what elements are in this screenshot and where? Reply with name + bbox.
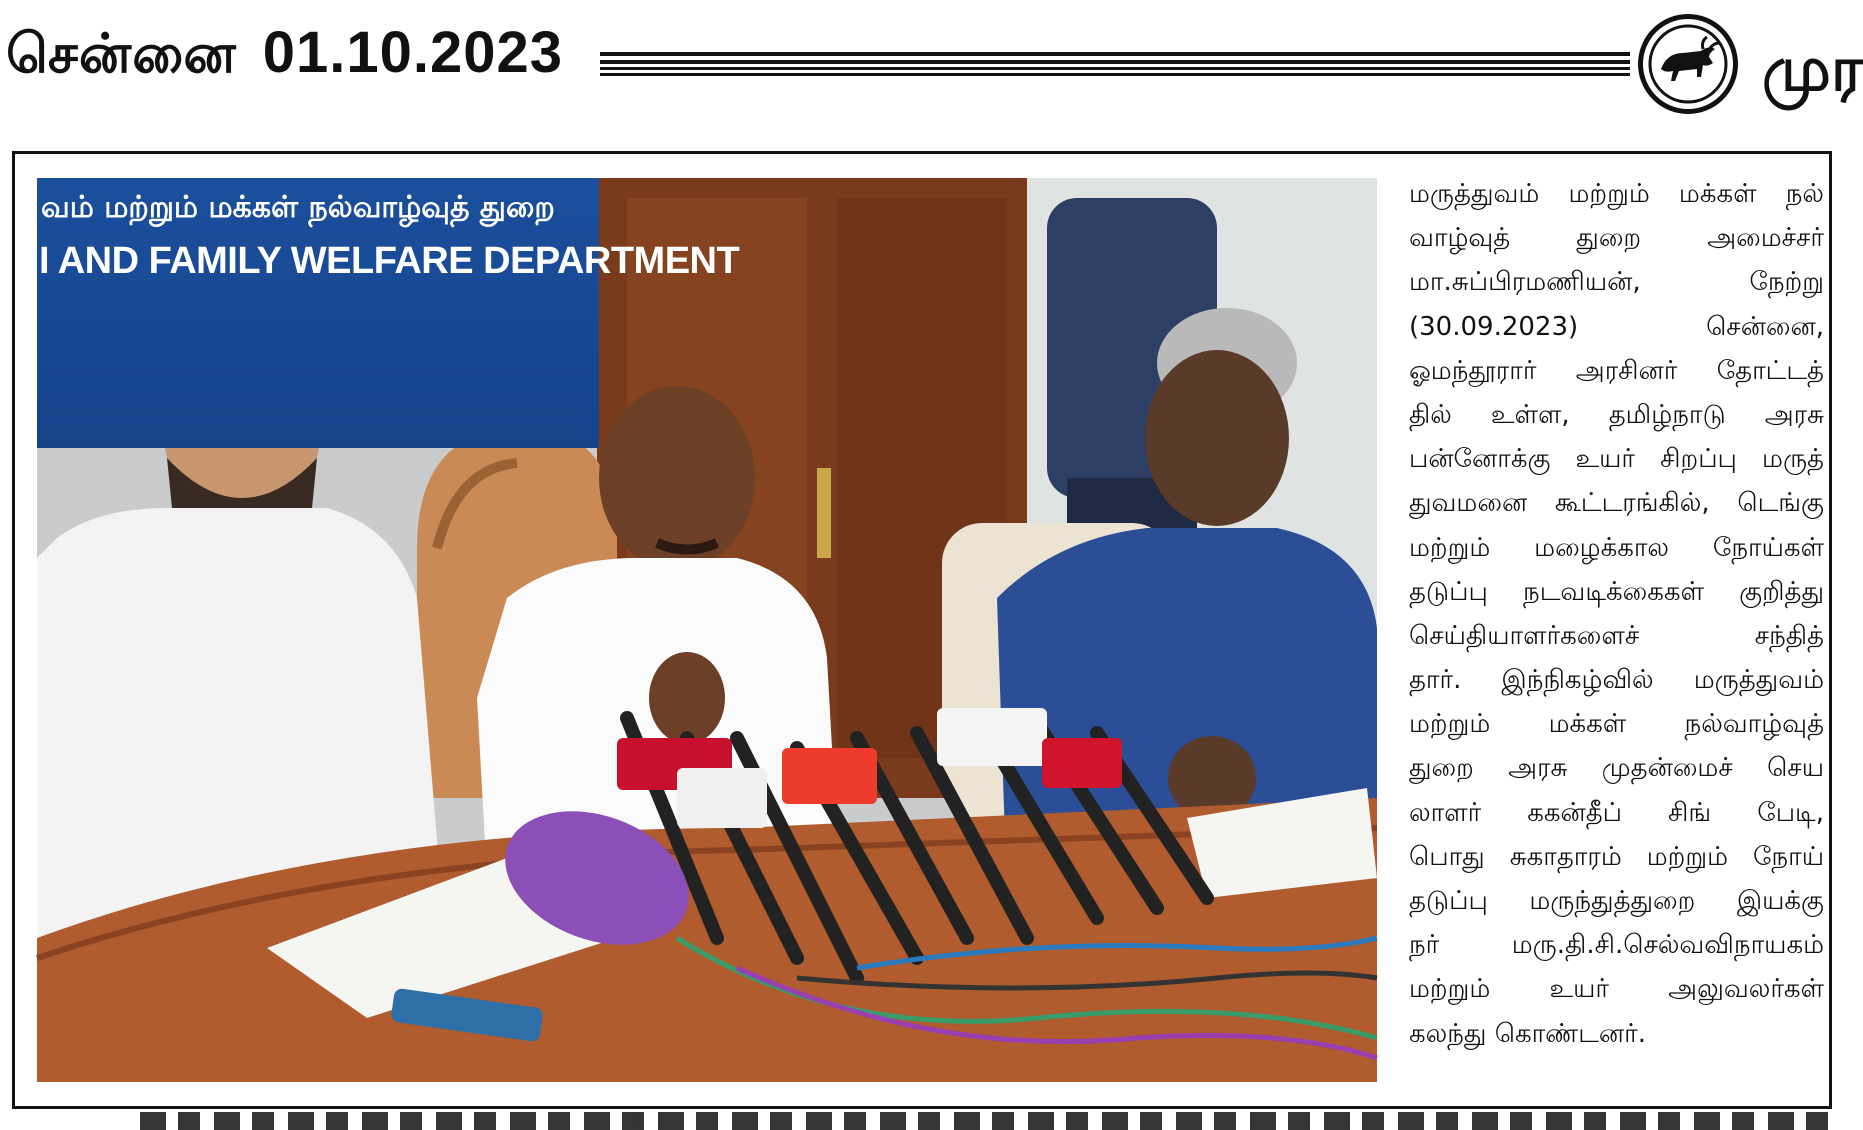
caption-line: பொது சுகாதாரம் மற்றும் நோய் xyxy=(1409,841,1824,872)
masthead xyxy=(0,0,1863,135)
caption-line: நர் மரு.தி.சி.செல்வவிநாயகம் xyxy=(1409,930,1824,961)
caption-line: (30.09.2023) சென்னை, xyxy=(1409,311,1824,342)
caption-line: தடுப்பு மருந்துத்துறை இயக்கு xyxy=(1409,886,1824,916)
caption-line: தில் உள்ள, தமிழ்நாடு அரசு xyxy=(1409,399,1824,430)
masthead-rule xyxy=(600,73,1630,76)
caption-line: மற்றும் மக்கள் நல்வாழ்வுத் xyxy=(1409,709,1824,740)
masthead-rule xyxy=(600,52,1630,56)
caption-line: துறை அரசு முதன்மைச் செய xyxy=(1409,753,1824,784)
city-name: சென்னை xyxy=(6,22,237,85)
banner-tamil-text: வம் மற்றும் மக்கள் நல்வாழ்வுத் துறை xyxy=(41,190,555,225)
caption-line: மருத்துவம் மற்றும் மக்கள் நல் xyxy=(1409,179,1824,209)
next-article-headline-cropped xyxy=(140,1112,1840,1130)
masthead-rule xyxy=(600,67,1630,70)
caption-line: செய்தியாளர்களைச் சந்தித் xyxy=(1409,620,1824,651)
caption-line: துவமனை கூட்டரங்கில், டெங்கு xyxy=(1409,488,1824,519)
caption-line: தார். இந்நிகழ்வில் மருத்துவம் xyxy=(1409,665,1824,696)
caption-line: கலந்து கொண்டனர். xyxy=(1409,1018,1646,1049)
dateline xyxy=(6,20,564,85)
caption-line: தடுப்பு நடவடிக்கைகள் குறித்து xyxy=(1409,576,1824,607)
news-story xyxy=(12,151,1832,1109)
issue-date: 01.10.2023 xyxy=(262,20,564,85)
caption-line: வாழ்வுத் துறை அமைச்சர் xyxy=(1409,223,1824,254)
bull-emblem-icon xyxy=(1638,14,1738,114)
caption-line: பன்னோக்கு உயர் சிறப்பு மருத் xyxy=(1409,444,1824,475)
caption-line: ஓமந்தூரார் அரசினர் தோட்டத் xyxy=(1409,355,1824,386)
department-banner xyxy=(37,178,740,448)
photo-caption xyxy=(1409,172,1824,1056)
banner-english-text: I AND FAMILY WELFARE DEPARTMENT xyxy=(39,240,740,282)
caption-line: மா.சுப்பிரமணியன், நேற்று xyxy=(1409,267,1824,298)
caption-line: மற்றும் மழைக்கால நோய்கள் xyxy=(1409,532,1824,563)
caption-line: லாளர் ககன்தீப் சிங் பேடி, xyxy=(1409,797,1824,828)
masthead-rule xyxy=(600,60,1630,64)
newspaper-name: முர xyxy=(1762,32,1863,105)
caption-line: மற்றும் உயர் அலுவலர்கள் xyxy=(1409,974,1824,1005)
press-meet-photo xyxy=(37,178,1377,1082)
